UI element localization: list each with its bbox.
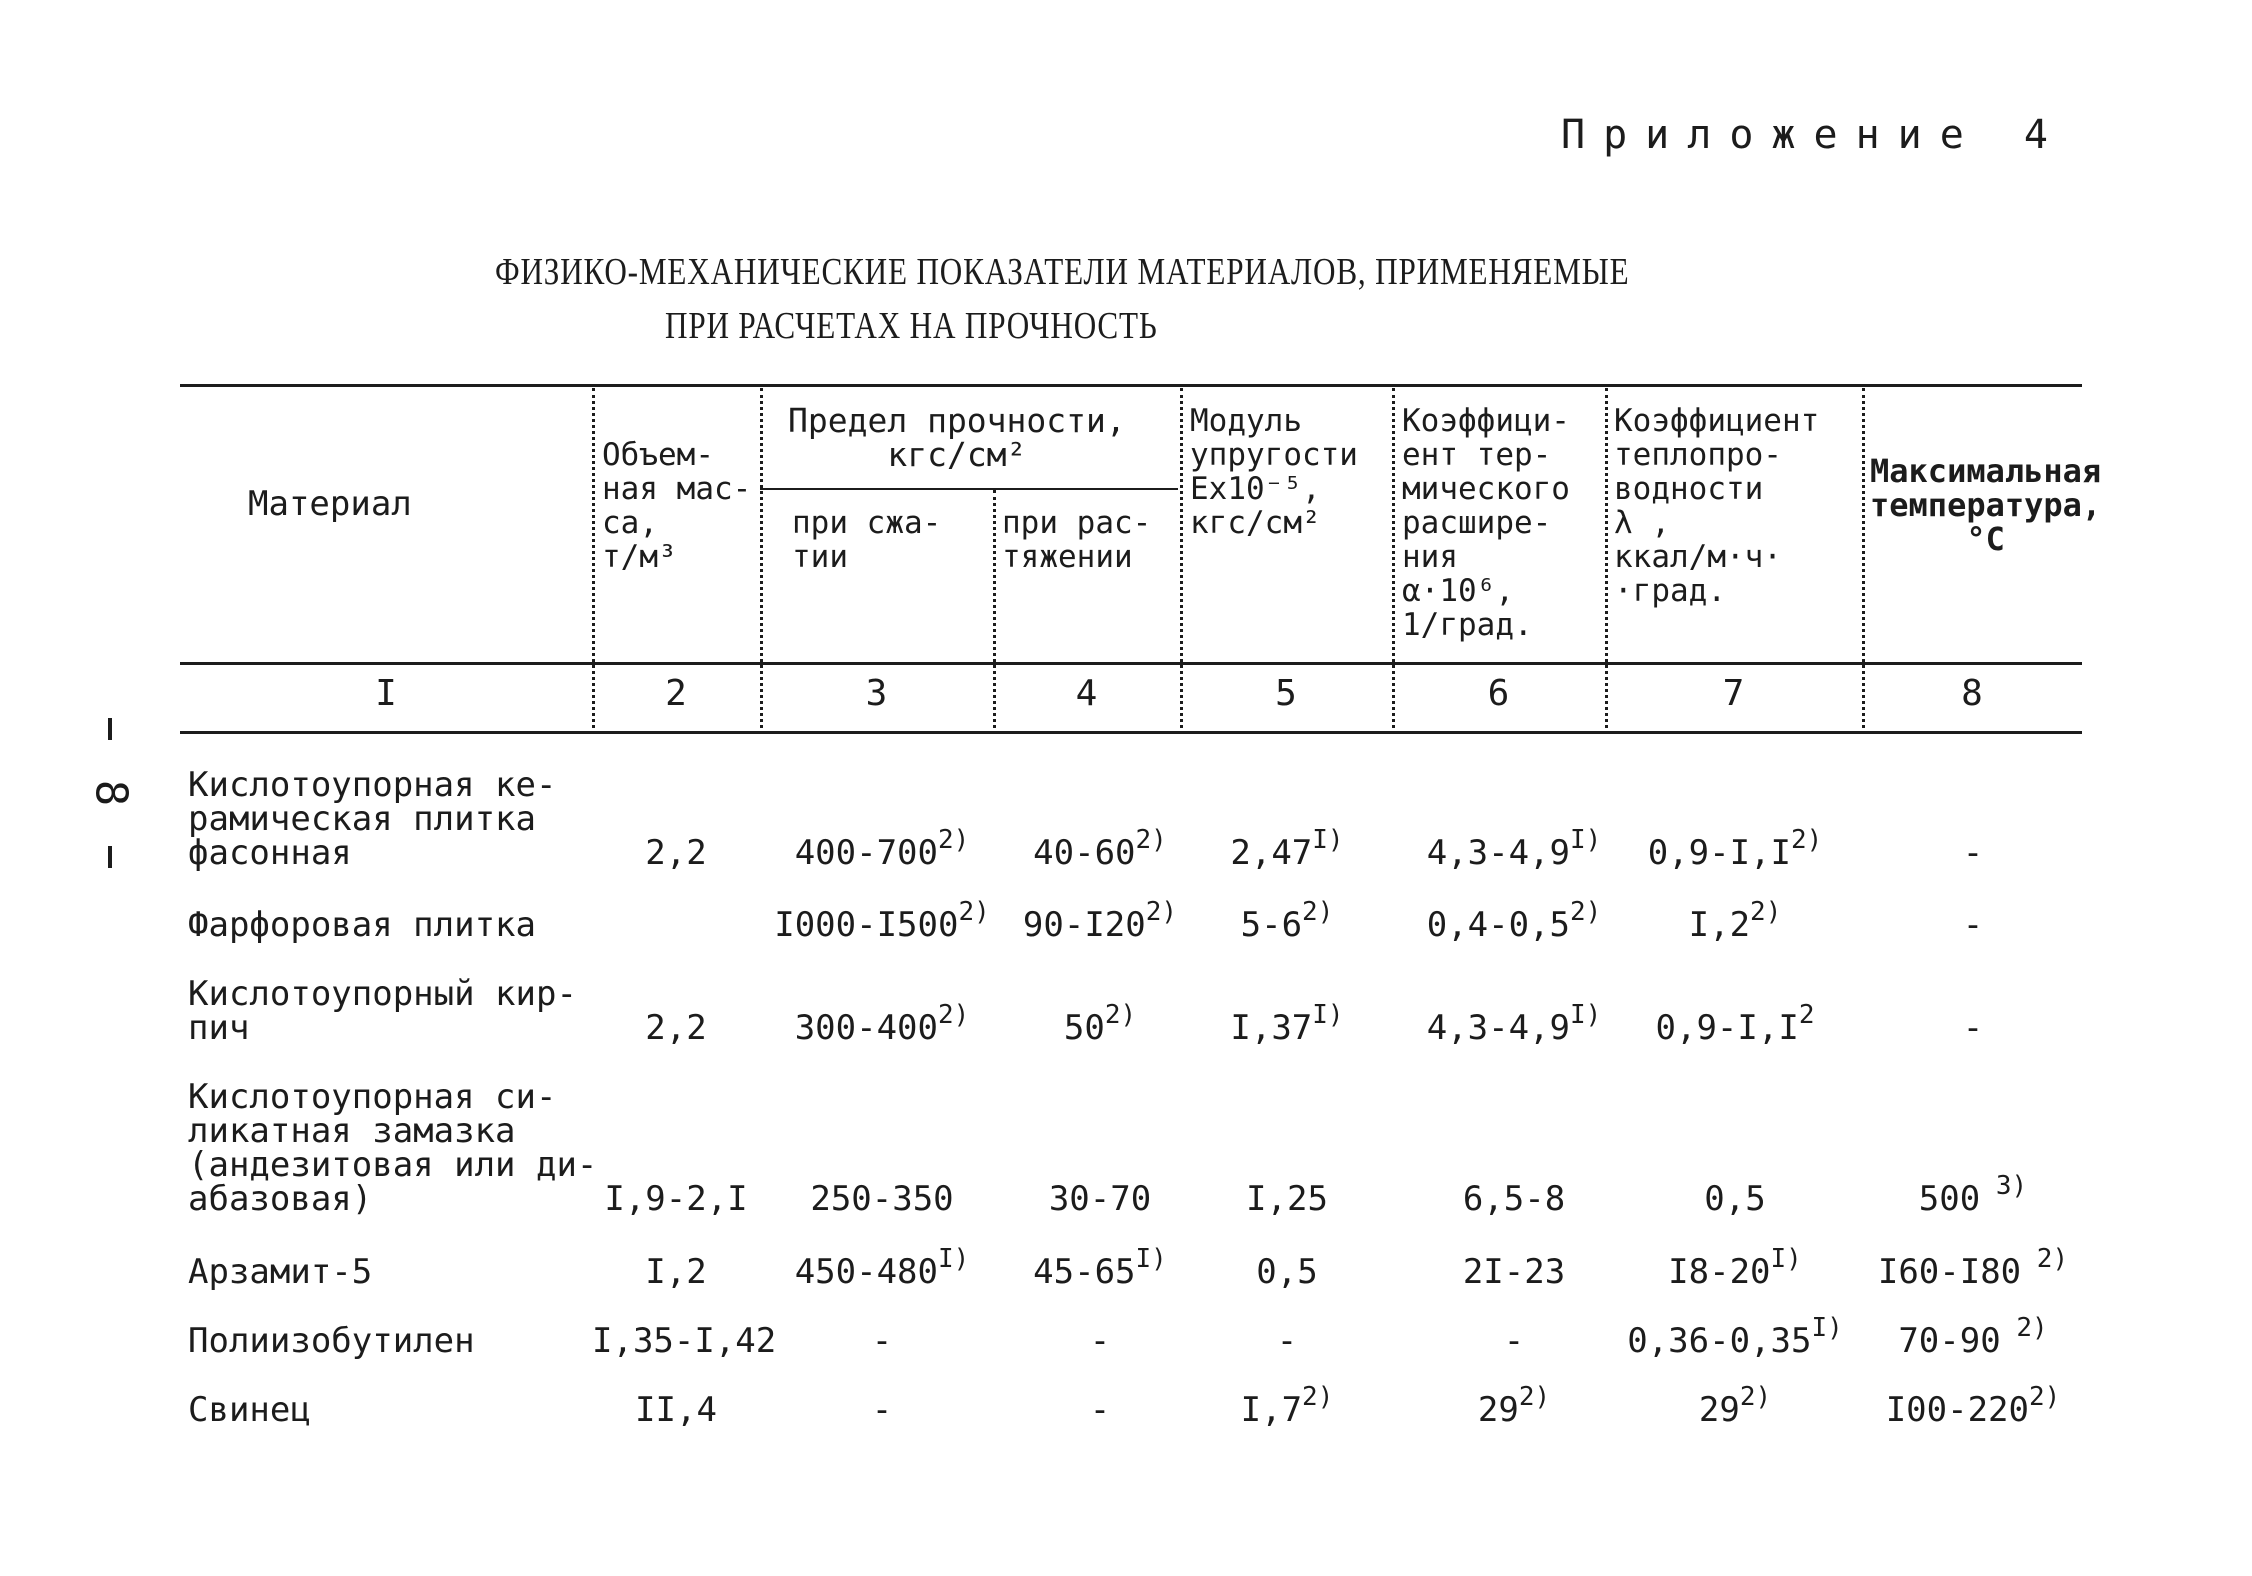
cell-value: 70-90	[1898, 1321, 2001, 1361]
footnote-marker: 2)	[1302, 896, 1334, 927]
cell-modulus	[1182, 1252, 1392, 1292]
footnote-marker: 2)	[937, 999, 970, 1030]
cell-expansion	[1396, 999, 1632, 1048]
cell-compression	[762, 824, 1002, 873]
cell-expansion	[1396, 824, 1632, 873]
cell-modulus	[1182, 896, 1392, 945]
cell-value: -	[1503, 1321, 1525, 1361]
header-compression: при сжа- тии	[792, 505, 942, 575]
cell-expansion	[1396, 896, 1632, 945]
footnote-marker: 2)	[1790, 824, 1823, 855]
cell-value: 500	[1918, 1179, 1981, 1219]
cell-value: 30-70	[1048, 1179, 1152, 1219]
cell-value: I,9-2,I	[604, 1179, 748, 1219]
cell-value: -	[1962, 905, 1984, 945]
footnote-marker: 2)	[2021, 1243, 2069, 1274]
column-number: 7	[1722, 673, 1745, 714]
cell-value: 0,4-0,5	[1426, 905, 1570, 945]
cell-value: 29	[1698, 1390, 1740, 1430]
material-name: Кислотоупорный кир- пич	[188, 974, 577, 1048]
cell-max-temp	[1862, 1381, 2084, 1430]
cell-expansion	[1396, 1179, 1632, 1219]
cell-conductivity	[1608, 824, 1862, 873]
cell-modulus	[1182, 999, 1392, 1048]
cell-value: 0,36-0,35	[1627, 1321, 1812, 1361]
footnote-marker: 2)	[1518, 1381, 1551, 1412]
title-line-2: ПРИ РАСЧЕТАХ НА ПРОЧНОСТЬ	[665, 305, 1158, 347]
table-top-rule	[180, 384, 2082, 387]
cell-expansion	[1396, 1321, 1632, 1361]
cell-compression	[762, 1321, 1002, 1361]
footnote-marker: 2)	[2028, 1381, 2061, 1412]
footnote-marker: I)	[1569, 999, 1602, 1030]
footnote-marker: I)	[1312, 824, 1344, 855]
cell-max-temp	[1862, 1243, 2084, 1292]
cell-value: 6,5-8	[1462, 1179, 1566, 1219]
cell-tension	[1000, 1321, 1200, 1361]
cell-density	[592, 1008, 760, 1048]
cell-tension	[1000, 1243, 1200, 1292]
cell-value: 4,3-4,9	[1426, 1008, 1570, 1048]
cell-max-temp	[1862, 1170, 2084, 1219]
cell-max-temp	[1862, 1312, 2084, 1361]
footnote-marker: 2)	[958, 896, 990, 927]
cell-value: 0,9-I,I	[1647, 833, 1791, 873]
cell-value: 2,2	[645, 833, 707, 873]
cell-compression	[762, 896, 1002, 945]
cell-value: 0,9-I,I	[1655, 1008, 1799, 1048]
header-tension: при рас- тяжении	[1002, 505, 1152, 575]
cell-value: 0,5	[1256, 1252, 1318, 1292]
cell-value: -	[1089, 1390, 1111, 1430]
page-number-dash-bottom	[108, 846, 112, 868]
cell-max-temp	[1862, 1008, 2084, 1048]
cell-value: 2,47	[1230, 833, 1313, 873]
table-header-rule	[180, 662, 2082, 665]
cell-value: 4,3-4,9	[1426, 833, 1570, 873]
footnote-marker: I)	[1135, 1243, 1167, 1274]
material-name: Фарфоровая плитка	[188, 905, 536, 945]
appendix-label: Приложение 4	[1561, 112, 2066, 158]
footnote-marker: 2)	[1302, 1381, 1334, 1412]
cell-conductivity	[1608, 999, 1862, 1048]
column-number: I	[375, 673, 397, 714]
cell-value: 250-350	[810, 1179, 954, 1219]
cell-tension	[1000, 896, 1200, 945]
footnote-marker: I)	[1770, 1243, 1802, 1274]
cell-max-temp	[1862, 905, 2084, 945]
cell-value: I,2	[1688, 905, 1751, 945]
footnote-marker: 2)	[2000, 1312, 2048, 1343]
cell-value: -	[871, 1321, 893, 1361]
strength-subheader-rule	[760, 488, 1178, 490]
cell-conductivity	[1608, 1312, 1862, 1361]
column-number: 8	[1961, 673, 1983, 714]
header-max-temperature: Максимальная температура, °С	[1870, 452, 2102, 558]
cell-value: I,37	[1230, 1008, 1313, 1048]
cell-value: -	[1276, 1321, 1298, 1361]
cell-value: I8-20	[1668, 1252, 1771, 1292]
cell-modulus	[1182, 1381, 1392, 1430]
cell-value: 2,2	[645, 1008, 707, 1048]
cell-density	[592, 1321, 777, 1361]
cell-compression	[762, 1179, 1002, 1219]
column-number: 4	[1075, 673, 1098, 714]
header-modulus: Модуль упругости Ех10⁻⁵, кгс/см²	[1190, 403, 1358, 541]
footnote-marker: 2)	[1145, 896, 1178, 927]
cell-value: I,7	[1240, 1390, 1303, 1430]
cell-conductivity	[1608, 1179, 1862, 1219]
table-number-rule	[180, 731, 2082, 734]
cell-compression	[762, 1390, 1002, 1430]
footnote-marker: 2)	[1739, 1381, 1772, 1412]
cell-value: I60-I80	[1877, 1252, 2022, 1292]
footnote-marker: I)	[1312, 999, 1344, 1030]
cell-compression	[762, 999, 1002, 1048]
cell-value: II,4	[635, 1390, 717, 1430]
cell-value: 0,5	[1704, 1179, 1766, 1219]
cell-expansion	[1396, 1252, 1632, 1292]
cell-density	[592, 1252, 760, 1292]
material-name: Арзамит-5	[188, 1252, 373, 1292]
footnote-marker: 2)	[1135, 824, 1167, 855]
cell-tension	[1000, 1179, 1200, 1219]
material-name: Кислотоупорная си- ликатная замазка (андезитовая или ди- абазовая)	[188, 1077, 598, 1219]
cell-density	[592, 1179, 760, 1219]
footnote-marker: 3)	[1980, 1170, 2028, 1201]
footnote-marker: 2)	[1569, 896, 1602, 927]
cell-max-temp	[1862, 833, 2084, 873]
column-number: 3	[865, 673, 888, 714]
cell-value: I,2	[645, 1252, 707, 1292]
cell-value: I,25	[1246, 1179, 1328, 1219]
cell-value: -	[1962, 1008, 1984, 1048]
cell-conductivity	[1608, 896, 1862, 945]
cell-modulus	[1182, 1179, 1392, 1219]
header-thermal-conductivity: Коэффициент теплопро- водности λ , ккал/м·ч· ·град.	[1614, 403, 1820, 609]
page-number-dash-top	[108, 718, 112, 740]
cell-modulus	[1182, 824, 1392, 873]
page-number	[85, 718, 136, 868]
cell-tension	[1000, 999, 1200, 1048]
cell-conductivity	[1608, 1381, 1862, 1430]
column-number: 2	[665, 673, 687, 714]
footnote-marker: I)	[1569, 824, 1602, 855]
cell-value: 5-6	[1240, 905, 1303, 945]
cell-value: I000-I500	[774, 905, 959, 945]
cell-density	[592, 833, 760, 873]
header-thermal-expansion: Коэффици- ент тер- мического расшире- ния α·10⁶, 1/град.	[1402, 403, 1570, 643]
cell-compression	[762, 1243, 1002, 1292]
footnote-marker: 2)	[937, 824, 970, 855]
cell-tension	[1000, 1390, 1200, 1430]
material-name: Кислотоупорная ке- рамическая плитка фасонная	[188, 765, 557, 873]
cell-value: 40-60	[1033, 833, 1136, 873]
cell-value: 29	[1477, 1390, 1519, 1430]
cell-modulus	[1182, 1321, 1392, 1361]
cell-value: -	[871, 1390, 893, 1430]
column-number: 6	[1487, 673, 1510, 714]
cell-value: I,35-I,42	[592, 1321, 777, 1361]
page-number-value: 8	[85, 779, 136, 807]
footnote-marker: 2	[1798, 999, 1815, 1030]
cell-value: 90-I20	[1022, 905, 1146, 945]
cell-value: 300-400	[794, 1008, 938, 1048]
material-name: Свинец	[188, 1390, 311, 1430]
footnote-marker: I)	[1811, 1312, 1843, 1343]
header-material: Материал	[248, 484, 412, 524]
column-number: 5	[1275, 673, 1297, 714]
footnote-marker: 2)	[1104, 999, 1137, 1030]
cell-value: 2I-23	[1462, 1252, 1566, 1292]
cell-value: -	[1089, 1321, 1111, 1361]
cell-value: 50	[1063, 1008, 1105, 1048]
cell-value: I00-220	[1885, 1390, 2029, 1430]
cell-value: 45-65	[1033, 1252, 1136, 1292]
cell-value: 400-700	[794, 833, 938, 873]
cell-value: -	[1962, 833, 1984, 873]
header-density: Объем- ная мас- са, т/м³	[602, 437, 752, 575]
header-strength: Предел прочности, кгс/см²	[788, 401, 1126, 474]
cell-density	[592, 1390, 760, 1430]
title-line-1: ФИЗИКО-МЕХАНИЧЕСКИЕ ПОКАЗАТЕЛИ МАТЕРИАЛОВ, ПРИМЕНЯЕМЫЕ	[495, 251, 1630, 293]
footnote-marker: I)	[937, 1243, 970, 1274]
cell-expansion	[1396, 1381, 1632, 1430]
footnote-marker: 2)	[1750, 896, 1782, 927]
material-name: Полиизобутилен	[188, 1321, 475, 1361]
cell-tension	[1000, 824, 1200, 873]
cell-conductivity	[1608, 1243, 1862, 1292]
cell-value: 450-480	[794, 1252, 938, 1292]
